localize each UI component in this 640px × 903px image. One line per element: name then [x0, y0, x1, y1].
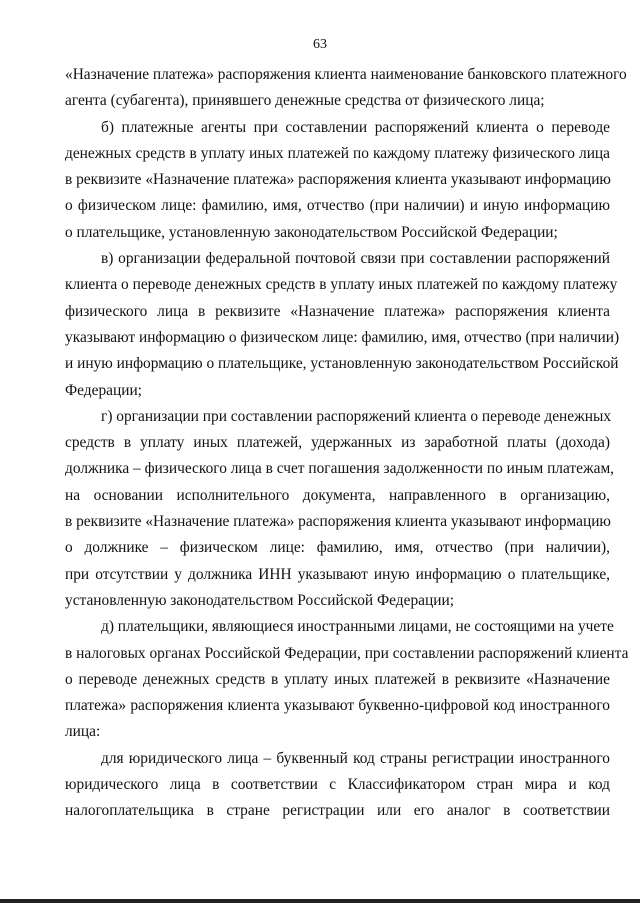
text-line: г) организации при составлении распоряжений клиента о переводе денежных — [101, 407, 612, 425]
text-line: при отсутствии у должника ИНН указывают иную информацию о плательщике, — [65, 565, 610, 583]
text-line: должника – физического лица в счет погашения задолженности по иным платежам, — [65, 460, 615, 478]
paragraph-continuation — [65, 62, 627, 115]
paragraph-item-b — [65, 115, 610, 246]
text-line: для юридического лица – буквенный код страны регистрации иностранного — [101, 749, 610, 767]
text-line: на основании исполнительного документа, направленного в организацию, — [65, 486, 610, 504]
paragraph-item-d — [65, 614, 629, 745]
text-line: «Назначение платежа» распоряжения клиента наименование банковского платежного — [65, 66, 627, 83]
text-line: д) плательщики, являющиеся иностранными лицами, не состоящими на учете — [101, 618, 614, 636]
text-line: денежных средств в уплату иных платежей по каждому платежу физического лица — [65, 144, 610, 162]
text-line: о переводе денежных средств в уплату иных платежей в реквизите «Назначение — [65, 670, 610, 688]
text-line: средств в уплату иных платежей, удержанных из заработной платы (дохода) — [65, 434, 610, 452]
page-number: 63 — [313, 37, 327, 52]
text-line: в реквизите «Назначение платежа» распоряжения клиента указывают информацию — [65, 171, 611, 189]
text-line: клиента о переводе денежных средств в уплату иных платежей по каждому платежу — [65, 276, 618, 294]
text-line: о физическом лице: фамилию, имя, отчество (при наличии) и иную информацию — [65, 197, 610, 215]
text-line: налогоплательщика в стране регистрации или его аналог в соответствии — [65, 802, 610, 820]
page-bottom-edge — [0, 899, 640, 903]
text-line: лица: — [65, 723, 101, 741]
text-line: б) платежные агенты при составлении распоряжений клиента о переводе — [101, 118, 610, 136]
text-line: агента (субагента), принявшего денежные средства от физического лица; — [65, 92, 545, 110]
text-line: и иную информацию о плательщике, установленную законодательством Российской — [65, 355, 619, 373]
paragraph-legal-entity — [65, 746, 610, 825]
text-line: юридического лица в соответствии с Классификатором стран мира и код — [65, 776, 610, 794]
text-line: указывают информацию о физическом лице: фамилию, имя, отчество (при наличии) — [65, 328, 620, 346]
text-line: в налоговых органах Российской Федерации, при составлении распоряжений клиента — [65, 644, 629, 662]
text-line: в реквизите «Назначение платежа» распоряжения клиента указывают информацию — [65, 513, 611, 531]
text-line: платежа» распоряжения клиента указывают буквенно-цифровой код иностранного — [65, 697, 610, 715]
document-body — [65, 62, 629, 825]
paragraph-item-g — [65, 404, 615, 614]
text-line: о плательщике, установленную законодательством Российской Федерации; — [65, 223, 558, 241]
text-line: физического лица в реквизите «Назначение платежа» распоряжения клиента — [65, 302, 610, 320]
paragraph-item-v — [65, 246, 620, 404]
text-line: о должнике – физическом лице: фамилию, имя, отчество (при наличии), — [65, 539, 610, 557]
text-line: установленную законодательством Российской Федерации; — [65, 591, 454, 609]
text-line: в) организации федеральной почтовой связи при составлении распоряжений — [101, 250, 610, 268]
text-line: Федерации; — [65, 381, 142, 399]
